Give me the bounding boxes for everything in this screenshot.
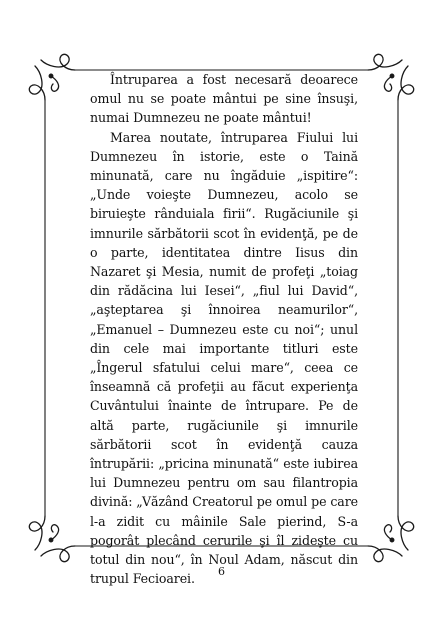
page-body-text bbox=[90, 70, 358, 588]
corner-flourish-top-left bbox=[29, 54, 75, 100]
paragraph-2: Marea noutate, întruparea Fiului lui Dumnezeu în istorie, este o Taină minunată, care nu îngăduie „ispitire“: „Unde voieşte Dumnezeu, acolo se biruieşte rânduiala firii“. Rugăciunile şi imnurile sărbătorii scot în evidenţă, pe de o parte, identitatea dintre Iisus din Nazaret şi Mesia, numit de profeţi „toiag din rădăcina lui Iesei“, „fiul lui David“, „aşteptarea şi înnoirea neamurilor“, „Emanuel – Dumnezeu este cu noi“; unul din cele mai importante titluri este „Îngerul sfatului celui mare“, ceea ce înseamnă că profeţii au făcut experienţa Cuvântului înainte de întrupare. Pe de altă parte, rugăciunile şi imnurile sărbătorii scot în evidenţă cauza întrupării: „pricina minunată“ este iubirea lui Dumnezeu pentru om sau filantropia divină: „Văzând Creatorul pe omul pe care l-a zidit cu mâinile Sale pierind, S-a pogorât plecând cerurile şi îl zideşte cu totul din nou“, în Noul Adam, născut din trupul Fecioarei. bbox=[90, 129, 358, 587]
paragraph-1: Întruparea a fost necesară deoarece omul nu se poate mântui pe sine însuşi, numai Dumnezeu ne poate mântui! bbox=[90, 72, 358, 126]
corner-flourish-bottom-right bbox=[368, 516, 414, 562]
page-number: 6 bbox=[218, 565, 225, 578]
corner-flourish-bottom-left bbox=[29, 516, 75, 562]
corner-flourish-top-right bbox=[368, 54, 414, 100]
